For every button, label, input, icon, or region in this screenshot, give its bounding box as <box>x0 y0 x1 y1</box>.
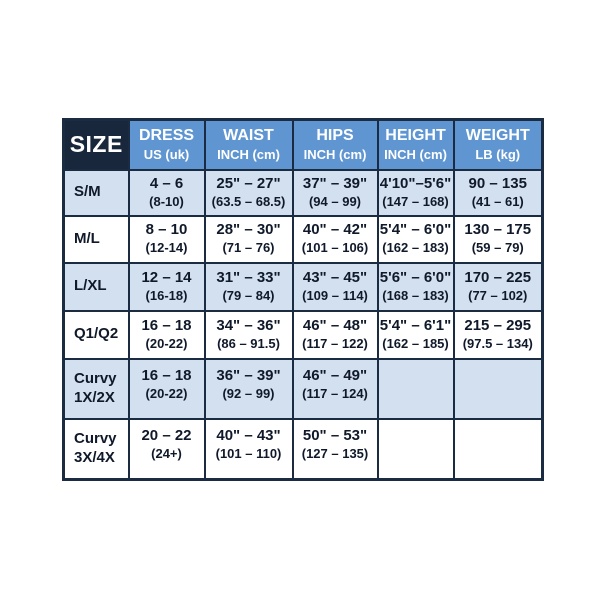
value-inch: 50" – 53" <box>302 426 368 444</box>
value-inch: 25" – 27" <box>216 174 281 192</box>
value-lb: 170 – 225 <box>464 268 532 286</box>
cell-hips <box>293 170 378 216</box>
value-inch: 4 – 6 <box>149 174 184 192</box>
cell-height <box>378 311 454 359</box>
value-kg: (97.5 – 134) <box>462 335 533 351</box>
cell-hips <box>293 311 378 359</box>
row-sm <box>64 170 543 216</box>
column-title: WEIGHT <box>465 127 530 145</box>
size-header-label: SIZE <box>69 131 123 158</box>
value-inch: 16 – 18 <box>141 316 192 334</box>
value-cm: (101 – 110) <box>215 445 282 461</box>
value-inch: 5'6" – 6'0" <box>379 268 452 286</box>
column-unit: INCH (cm) <box>303 146 367 162</box>
cell-waist <box>205 359 293 419</box>
cell-weight <box>454 216 543 263</box>
value-cm: (94 – 99) <box>308 193 362 209</box>
column-title: WAIST <box>223 127 274 145</box>
value-inch: 46" – 49" <box>302 366 368 384</box>
value-lb: 130 – 175 <box>464 221 532 239</box>
value-inch: 4'10"–5'6" <box>379 174 452 192</box>
cell-dress <box>129 419 205 480</box>
column-unit: LB (kg) <box>475 146 521 162</box>
cell-weight-empty <box>454 419 543 480</box>
value-cm: (86 – 91.5) <box>217 335 280 351</box>
cell-hips <box>293 263 378 311</box>
cell-size <box>64 263 129 311</box>
size-text-2: 3X/4X <box>74 448 115 466</box>
value-inch: 28" – 30" <box>216 221 281 239</box>
value-cm: (71 – 76) <box>222 240 275 256</box>
value-cm: (20-22) <box>145 385 188 401</box>
value-cm: (79 – 84) <box>222 287 275 303</box>
value-inch: 43" – 45" <box>302 268 368 286</box>
value-kg: (77 – 102) <box>468 287 528 303</box>
header-cell-dress <box>129 120 205 170</box>
value-inch: 46" – 48" <box>302 316 368 334</box>
header-row <box>64 120 543 170</box>
column-title: HIPS <box>316 127 354 145</box>
cell-size <box>64 311 129 359</box>
value-cm: (12-14) <box>145 240 188 256</box>
cell-waist <box>205 311 293 359</box>
value-inch: 40" – 43" <box>216 426 281 444</box>
value-cm: (109 – 114) <box>302 287 368 303</box>
header-cell-weight <box>454 120 543 170</box>
value-cm: (117 – 122) <box>302 335 368 351</box>
cell-height <box>378 170 454 216</box>
column-unit: INCH (cm) <box>384 146 447 162</box>
value-cm: (127 – 135) <box>301 445 369 461</box>
cell-dress <box>129 311 205 359</box>
value-lb: 90 – 135 <box>468 174 527 192</box>
header-cell-size <box>64 120 129 170</box>
value-inch: 16 – 18 <box>141 366 192 384</box>
value-inch: 5'4" – 6'0" <box>379 221 452 239</box>
cell-waist <box>205 170 293 216</box>
value-inch: 36" – 39" <box>216 366 281 384</box>
cell-dress <box>129 359 205 419</box>
cell-height-empty <box>378 359 454 419</box>
cell-weight-empty <box>454 359 543 419</box>
size-text: Curvy <box>74 369 117 387</box>
value-cm: (147 – 168) <box>382 193 449 209</box>
row-curvy-3x4x <box>64 419 543 480</box>
value-inch: 31" – 33" <box>216 268 281 286</box>
value-cm: (16-18) <box>145 287 188 303</box>
size-chart-table <box>62 118 544 481</box>
cell-weight <box>454 263 543 311</box>
value-inch: 12 – 14 <box>141 268 192 286</box>
value-inch: 5'4" – 6'1" <box>379 316 452 334</box>
cell-waist <box>205 419 293 480</box>
row-q1q2 <box>64 311 543 359</box>
value-inch: 8 – 10 <box>145 221 188 239</box>
row-ml <box>64 216 543 263</box>
column-title: HEIGHT <box>385 127 446 145</box>
cell-height-empty <box>378 419 454 480</box>
column-unit: US (uk) <box>143 146 190 162</box>
value-cm: (168 – 183) <box>382 287 449 303</box>
value-cm: (162 – 183) <box>382 240 449 256</box>
cell-size <box>64 170 129 216</box>
cell-dress <box>129 170 205 216</box>
value-cm: (117 – 124) <box>302 385 368 401</box>
value-kg: (41 – 61) <box>471 193 524 209</box>
cell-waist <box>205 216 293 263</box>
cell-hips <box>293 419 378 480</box>
row-lxl <box>64 263 543 311</box>
value-cm: (92 – 99) <box>222 385 275 401</box>
cell-weight <box>454 170 543 216</box>
size-text: Q1/Q2 <box>74 325 119 343</box>
size-text: M/L <box>74 229 100 247</box>
value-lb: 215 – 295 <box>464 316 532 334</box>
size-text: L/XL <box>74 277 107 295</box>
value-cm: (162 – 185) <box>382 335 449 351</box>
cell-size <box>64 359 129 419</box>
column-unit: INCH (cm) <box>217 146 280 162</box>
header-cell-waist <box>205 120 293 170</box>
cell-dress <box>129 216 205 263</box>
value-cm: (20-22) <box>145 335 188 351</box>
value-cm: (24+) <box>151 445 182 461</box>
cell-dress <box>129 263 205 311</box>
value-cm: (63.5 – 68.5) <box>211 193 286 209</box>
cell-size <box>64 419 129 480</box>
cell-height <box>378 263 454 311</box>
size-text: Curvy <box>74 430 117 447</box>
value-cm: (8-10) <box>149 193 184 209</box>
value-inch: 34" – 36" <box>216 316 281 334</box>
size-text: S/M <box>74 183 101 201</box>
value-inch: 20 – 22 <box>141 426 192 444</box>
value-inch: 40" – 42" <box>302 221 368 239</box>
cell-weight <box>454 311 543 359</box>
cell-waist <box>205 263 293 311</box>
cell-hips <box>293 216 378 263</box>
value-kg: (59 – 79) <box>471 240 524 256</box>
value-inch: 37" – 39" <box>302 174 368 192</box>
row-curvy-1x2x <box>64 359 543 419</box>
cell-height <box>378 216 454 263</box>
size-text-2: 1X/2X <box>74 388 115 406</box>
cell-size <box>64 216 129 263</box>
cell-hips <box>293 359 378 419</box>
header-cell-height <box>378 120 454 170</box>
column-title: DRESS <box>138 127 195 145</box>
header-cell-hips <box>293 120 378 170</box>
value-cm: (101 – 106) <box>301 240 369 256</box>
